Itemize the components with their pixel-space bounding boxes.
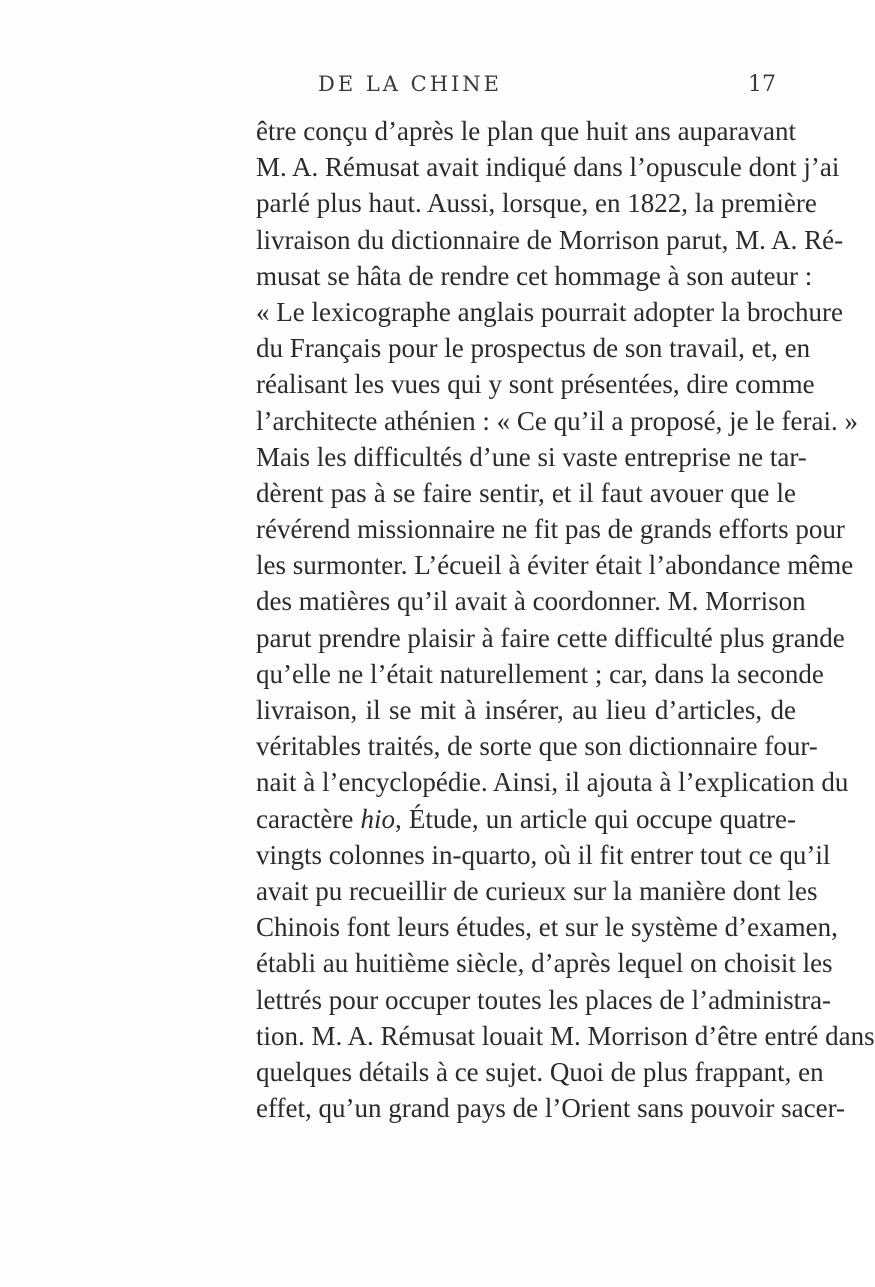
text-line: effet, qu’un grand pays de l’Orient sans pouvoir sacer- (256, 1093, 846, 1124)
text-line: parut prendre plaisir à faire cette difficulté plus grande (256, 622, 845, 653)
text-line: vingts colonnes in-quarto, où il fit entrer tout ce qu’il (256, 839, 831, 870)
text-line: véritables traités, de sorte que son dictionnaire four- (256, 731, 818, 762)
text-line: musat se hâta de rendre cet hommage à son auteur : (256, 260, 813, 291)
text-line: Chinois font leurs études, et sur le système d’examen, (256, 912, 838, 943)
text-line: livraison du dictionnaire de Morrison parut, M. A. Ré- (256, 224, 844, 255)
text-line: parlé plus haut. Aussi, lorsque, en 1822, la première (256, 188, 817, 219)
body-text (256, 113, 875, 1126)
text-line: révérend missionnaire ne fit pas de grands efforts pour (256, 514, 845, 545)
running-head (0, 72, 800, 102)
page-number: 17 (748, 72, 776, 97)
running-title: DE LA CHINE (318, 72, 503, 96)
text-line: quelques détails à ce sujet. Quoi de plus frappant, en (256, 1056, 824, 1087)
text-line: l’architecte athénien : « Ce qu’il a proposé, je le ferai. » (256, 405, 858, 436)
text-line: réalisant les vues qui y sont présentées, dire comme (256, 369, 815, 400)
text-line: établi au huitième siècle, d’après lequel on choisit les (256, 948, 833, 979)
text-line: des matières qu’il avait à coordonner. M. Morrison (256, 586, 806, 617)
text-line: du Français pour le prospectus de son travail, et, en (256, 333, 811, 364)
text-line: dèrent pas à se faire sentir, et il faut avouer que le (256, 477, 796, 508)
text-line: les surmonter. L’écueil à éviter était l’abondance même (256, 550, 854, 581)
text-line: tion. M. A. Rémusat louait M. Morrison d’être entré dans (256, 1020, 875, 1051)
text-line: « Le lexicographe anglais pourrait adopter la brochure (256, 296, 843, 327)
text-line: nait à l’encyclopédie. Ainsi, il ajouta à l’explication du (256, 767, 849, 798)
text-line: M. A. Rémusat avait indiqué dans l’opuscule dont j’ai (256, 152, 840, 183)
text-line: caractère hio, Étude, un article qui occupe quatre- (256, 803, 796, 834)
text-line: avait pu recueillir de curieux sur la manière dont les (256, 875, 818, 906)
text-line: qu’elle ne l’était naturellement ; car, dans la seconde (256, 658, 824, 689)
text-line: être conçu d’après le plan que huit ans auparavant (256, 116, 796, 146)
text-line: lettrés pour occuper toutes les places de l’administra- (256, 984, 832, 1015)
text-line: Mais les difficultés d’une si vaste entreprise ne tar- (256, 441, 807, 472)
text-line: livraison, il se mit à insérer, au lieu d’articles, de (256, 695, 796, 725)
